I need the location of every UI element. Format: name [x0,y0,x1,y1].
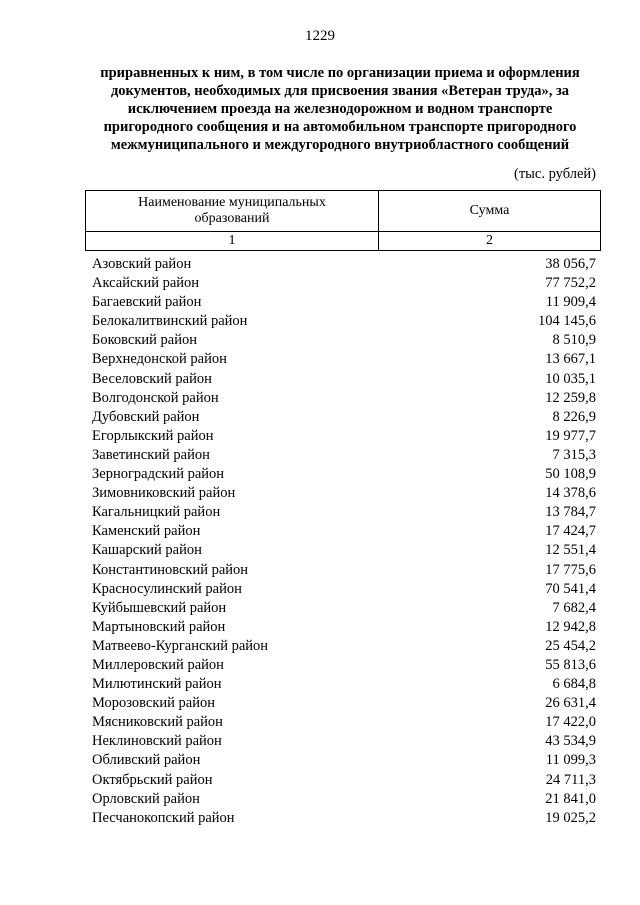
municipality-name: Аксайский район [92,275,200,292]
municipality-name: Куйбышевский район [92,599,227,616]
municipality-name: Верхнедонской район [92,351,227,368]
column-number-2: 2 [379,232,601,251]
sum-value: 14 378,6 [545,485,596,502]
table-row [92,541,596,560]
sum-value: 7 315,3 [552,446,596,463]
units-label: (тыс. рублей) [514,166,596,182]
sum-value: 11 099,3 [545,752,596,769]
sum-value: 17 424,7 [545,523,596,540]
table-row [92,656,596,675]
header-sum: Сумма [469,203,510,218]
municipality-name: Волгодонской район [92,389,219,406]
municipality-name: Матвеево-Курганский район [92,637,269,654]
header-sum-cell [379,191,601,232]
table-row [92,809,596,828]
table-row [92,446,596,465]
table-row [92,370,596,389]
heading-line: документов, необходимых для присвоения звания «Ветеран труда», за [110,83,570,99]
table-row [92,293,596,312]
sum-value: 7 682,4 [552,599,596,616]
heading-line: исключением проезда на железнодорожном и водном транспорте [127,101,553,117]
sum-value: 6 684,8 [552,676,596,693]
sum-value: 26 631,4 [545,695,596,712]
municipality-name: Орловский район [92,790,200,807]
sum-value: 104 145,6 [538,313,596,330]
table-row [92,408,596,427]
table-row [92,561,596,580]
table-row [92,751,596,770]
sum-value: 13 667,1 [545,351,596,368]
municipality-name: Дубовский район [92,408,200,425]
sum-value: 8 510,9 [552,332,596,349]
table-row [92,732,596,751]
sum-value: 50 108,9 [545,466,596,483]
header-municipality-cell [86,191,379,232]
municipality-name: Октябрьский район [92,771,213,788]
sum-value: 19 977,7 [545,427,596,444]
table-row [92,599,596,618]
municipality-name: Милютинский район [92,676,222,693]
municipality-name: Неклиновский район [92,733,222,750]
sum-value: 24 711,3 [545,771,596,788]
table-row [92,312,596,331]
table-row [92,350,596,369]
table-row [92,484,596,503]
municipality-name: Зимовниковский район [92,485,236,502]
sum-value: 11 909,4 [545,294,596,311]
sum-value: 43 534,9 [545,733,596,750]
document-heading [70,64,610,154]
sum-value: 12 551,4 [545,542,596,559]
table-row [92,790,596,809]
table-body [92,255,596,828]
municipality-name: Миллеровский район [92,656,224,673]
sum-value: 21 841,0 [545,790,596,807]
heading-line: пригородного сообщения и на автомобильном транспорте пригородного [103,119,577,135]
sum-value: 17 422,0 [545,714,596,731]
table-row [92,580,596,599]
sum-value: 12 259,8 [545,389,596,406]
municipality-name: Багаевский район [92,294,202,311]
sum-value: 25 454,2 [545,637,596,654]
table-row [92,389,596,408]
sum-value: 8 226,9 [552,408,596,425]
sum-value: 17 775,6 [545,561,596,578]
municipality-name: Азовский район [92,256,192,272]
municipality-name: Обливский район [92,752,201,769]
heading-line: межмуниципального и междугородного внутриобластного сообщений [110,137,570,153]
municipality-name: Заветинский район [92,446,210,463]
table-header [85,190,601,251]
municipality-name: Каменский район [92,523,201,540]
table-row [92,274,596,293]
table-row [92,694,596,713]
header-row [86,191,601,232]
table-row [92,427,596,446]
sum-value: 12 942,8 [545,618,596,635]
sum-value: 19 025,2 [545,809,596,826]
heading-line: приравненных к ним, в том числе по организации приема и оформления [100,65,580,81]
table-row [92,713,596,732]
table-row [92,331,596,350]
municipality-name: Мартыновский район [92,618,226,635]
municipality-name: Красносулинский район [92,580,242,597]
table-row [92,771,596,790]
municipality-name: Зерноградский район [92,466,225,483]
table-row [92,675,596,694]
sum-value: 13 784,7 [545,504,596,521]
sum-value: 10 035,1 [545,370,596,387]
header-municipality: Наименование муниципальных образований [138,195,326,226]
sum-value: 70 541,4 [545,580,596,597]
municipality-name: Константиновский район [92,561,249,578]
municipality-name: Егорлыкский район [92,427,214,444]
municipality-name: Боковский район [92,332,197,349]
table-row [92,618,596,637]
column-number-1: 1 [86,232,379,251]
sum-value: 38 056,7 [545,256,596,272]
municipality-name: Белокалитвинский район [92,313,248,330]
column-number-row [86,232,601,251]
table-row [92,503,596,522]
municipality-name: Мясниковский район [92,714,223,731]
municipality-name: Кагальницкий район [92,504,221,521]
sum-value: 55 813,6 [545,656,596,673]
municipality-name: Песчанокопский район [92,809,235,826]
table-row [92,465,596,484]
municipality-name: Кашарский район [92,542,202,559]
table-row [92,637,596,656]
municipality-name: Морозовский район [92,695,216,712]
sum-value: 77 752,2 [545,275,596,292]
table-row [92,522,596,541]
municipality-name: Веселовский район [92,370,212,387]
table-row [92,255,596,274]
page-number: 1229 [305,28,335,44]
